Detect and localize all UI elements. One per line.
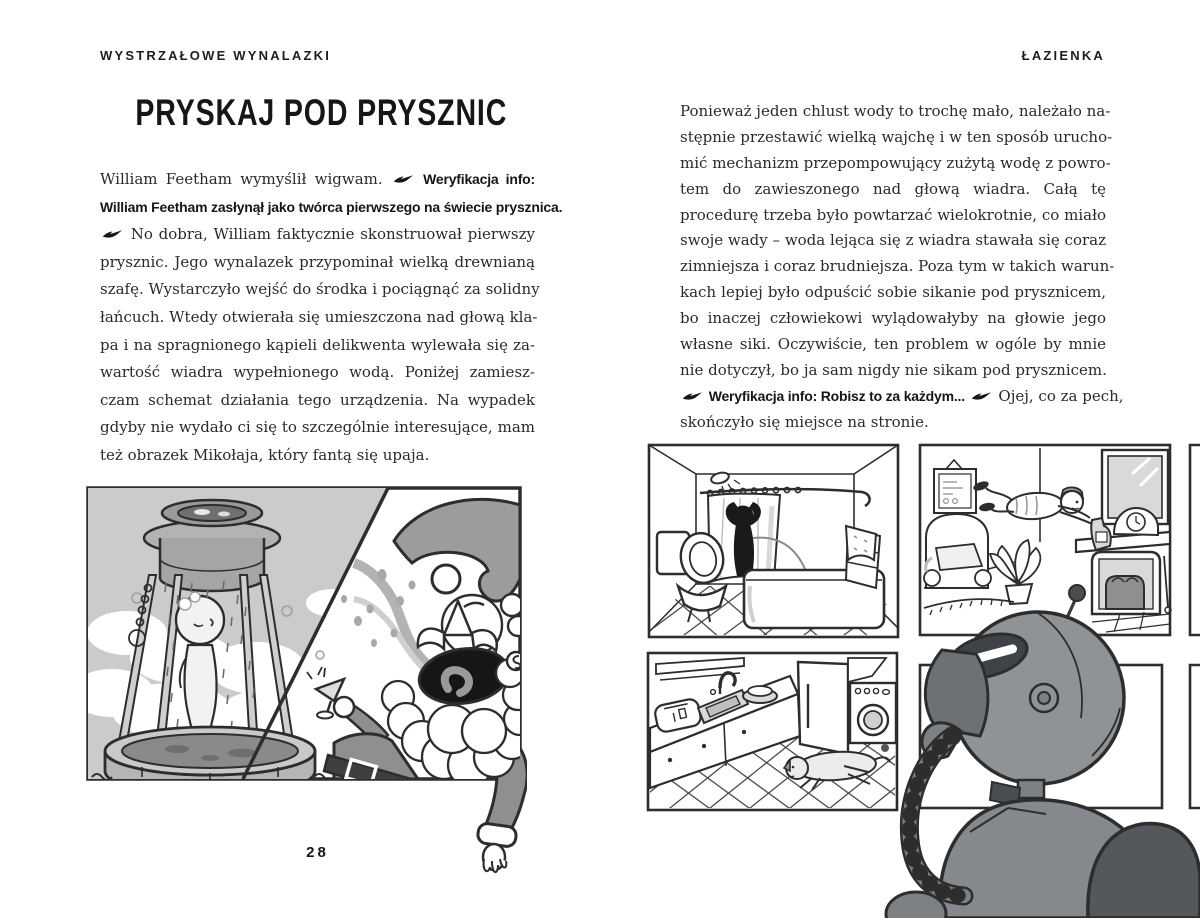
bathroom-panel — [640, 445, 902, 638]
body-line — [100, 304, 538, 332]
body-line — [680, 332, 1106, 358]
body-line — [680, 254, 1115, 280]
text-segment: wartość wiadra wypełnionego wodą. Poniżej zamiesz- — [100, 363, 535, 382]
chapter-title: PRYSKAJ POD PRYSZNIC — [135, 92, 508, 134]
body-line — [100, 359, 535, 387]
text-segment: Weryfikacja info: Robisz to za każdym... — [705, 387, 969, 404]
body-line — [100, 332, 535, 360]
right-running-header: ŁAZIENKA — [1021, 48, 1105, 63]
text-segment: bo inaczej człowiekowi wylądowałyby na głowie jego — [680, 309, 1106, 328]
text-segment: Weryfikacja info: — [415, 171, 535, 187]
living-room-panel — [920, 445, 1171, 635]
bag-in-fireplace — [1106, 576, 1144, 609]
kitchen-panel — [640, 653, 910, 816]
body-line — [680, 280, 1106, 306]
body-line — [680, 410, 1106, 436]
text-segment: No dobra, William faktycznie skonstruował pierwszy — [125, 225, 535, 244]
text-segment: łańcuch. Wtedy otwierała się umieszczona nad głową kla- — [100, 307, 538, 326]
lightning-bolt-icon — [102, 229, 123, 240]
left-running-header: WYSTRZAŁOWE WYNALAZKI — [100, 48, 332, 63]
text-segment: Ponieważ jeden chlust wody to trochę mało, należało na- — [680, 102, 1111, 120]
body-line — [100, 221, 535, 249]
body-line — [100, 387, 535, 415]
hat-pompom — [432, 565, 460, 593]
text-segment: pa i na spragnionego kąpieli delikwenta wylewała się za- — [100, 335, 535, 354]
body-line — [680, 203, 1106, 229]
towel-rack — [846, 526, 880, 588]
lightning-bolt-icon — [971, 391, 992, 402]
lightning-bolt-icon — [393, 174, 414, 185]
partial-panel-top — [1190, 445, 1200, 635]
text-segment: prysznic. Jego wynalazek przypominał wielką drewnianą — [100, 252, 535, 271]
right-body-paragraph — [680, 99, 1124, 436]
text-segment: stępnie przestawić wielką wajchę i w ten sposób urucho- — [680, 127, 1113, 146]
body-line — [680, 306, 1106, 332]
text-segment: William Feetham zasłynął jako twórca pierwszego na świecie prysznica. — [100, 198, 563, 215]
wooden-tub — [105, 727, 315, 797]
text-segment: własne siki. Oczywiście, ten problem w ogóle by mnie — [680, 335, 1106, 354]
text-segment: zimniejsza i coraz brudniejsza. Poza tym w takich warun- — [680, 257, 1115, 276]
body-line — [100, 166, 535, 194]
body-line — [680, 99, 1111, 125]
text-segment: kach lepiej było odpuścić sobie sikanie pod prysznicem, — [680, 283, 1106, 302]
shower-invention-illustration — [82, 483, 527, 878]
antenna-ball — [1069, 585, 1085, 601]
text-segment: też obrazek Mikołaja, który fantą się upaja. — [100, 445, 430, 464]
body-line — [680, 177, 1106, 203]
text-segment: czam schemat działania tego urządzenia. Na wypadek — [100, 390, 535, 409]
text-segment: nie dotyczył, bo ja sam nigdy nie sikam pod prysznicem. — [680, 360, 1107, 379]
text-segment: skończyło się miejsce na stronie. — [680, 412, 929, 431]
tall-cupboard — [798, 662, 848, 754]
body-line — [100, 194, 563, 222]
text-segment: szafę. Wystarczyło wejść do środka i pociągnąć za solidny — [100, 280, 540, 299]
body-line — [680, 228, 1106, 254]
text-segment: tem do zawieszonego nad głową wiadra. Całą tę — [680, 179, 1106, 198]
body-line — [100, 276, 540, 304]
body-line — [680, 358, 1106, 384]
text-segment: swoje wady – woda lejąca się z wiadra stawała się coraz — [680, 231, 1106, 250]
body-line — [100, 249, 535, 277]
body-line — [680, 125, 1113, 151]
text-segment: mić mechanizm przepompowujący zużytą wodę z powro- — [680, 153, 1111, 172]
text-segment: gdyby nie wydało ci się to szczególnie interesujące, mam — [100, 418, 535, 437]
body-line — [680, 384, 1124, 410]
body-line — [680, 151, 1111, 177]
robot-neck — [1018, 780, 1044, 798]
armchair — [924, 514, 991, 588]
text-segment: William Feetham wymyślił wigwam. — [100, 170, 391, 188]
body-line — [100, 442, 535, 470]
lightning-bolt-icon — [682, 391, 703, 402]
comic-panels-illustration — [640, 436, 1200, 918]
partial-panel-bottom — [1190, 665, 1200, 808]
text-segment: Ojej, co za pech, — [993, 386, 1124, 405]
text-segment: procedurę trzeba było powtarzać wielokrotnie, co miało — [680, 205, 1106, 224]
chapter-title-wrap — [100, 94, 535, 133]
left-body-paragraph — [100, 166, 563, 470]
body-line — [100, 414, 535, 442]
page-number: 28 — [306, 844, 329, 861]
